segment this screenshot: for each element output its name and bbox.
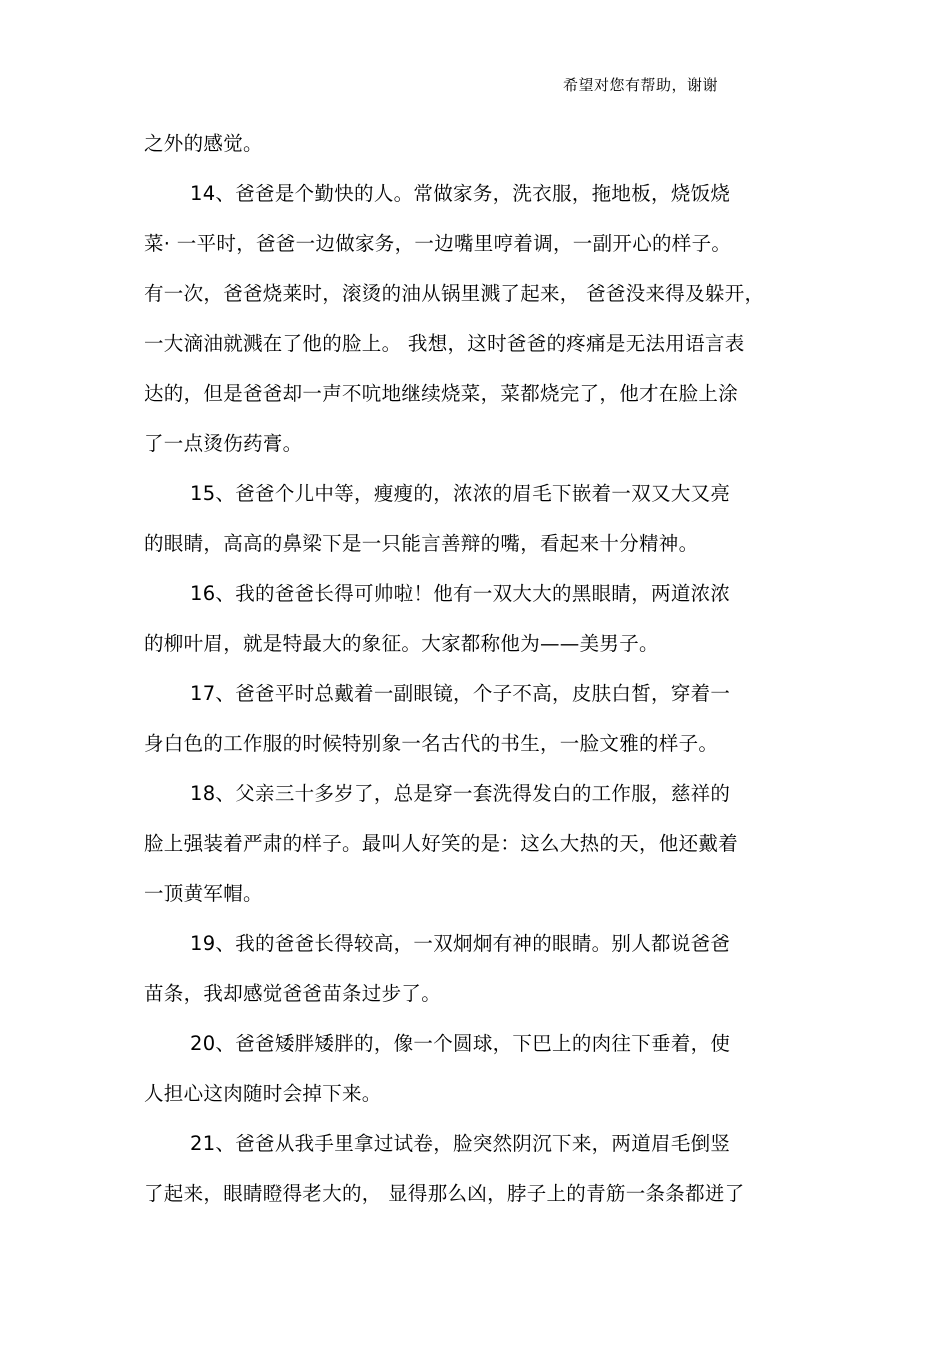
body-line: 的柳叶眉，就是特最大的象征。大家都称他为——美男子。: [144, 632, 659, 655]
body-line: 人担心这肉随时会掉下来。: [144, 1082, 382, 1105]
body-line: 了一点烫伤药膏。: [144, 432, 303, 455]
paragraph-16-line: 16、我的爸爸长得可帅啦！他有一双大大的黑眼睛，两道浓浓: [190, 582, 731, 605]
body-line: 身白色的工作服的时候特别象一名古代的书生，一脸文雅的样子。: [144, 732, 719, 755]
body-line: 一顶黄军帽。: [144, 882, 263, 905]
body-line: 达的，但是爸爸却一声不吭地继续烧菜，菜都烧完了，他才在脸上涂: [144, 382, 739, 405]
paragraph-17-line: 17、爸爸平时总戴着一副眼镜，个子不高，皮肤白皙，穿着一: [190, 682, 731, 705]
body-line: 脸上强装着严肃的样子。最叫人好笑的是：这么大热的天，他还戴着: [144, 832, 739, 855]
paragraph-14-line: 14、爸爸是个勤快的人。常做家务，洗衣服，拖地板，烧饭烧: [190, 182, 731, 205]
body-line: 苗条，我却感觉爸爸苗条过步了。: [144, 982, 442, 1005]
body-line: 的眼睛，高高的鼻梁下是一只能言善辩的嘴，看起来十分精神。: [144, 532, 699, 555]
paragraph-21-line: 21、爸爸从我手里拿过试卷，脸突然阴沉下来，两道眉毛倒竖: [190, 1132, 731, 1155]
body-line: 菜· 一平时，爸爸一边做家务，一边嘴里哼着调，一副开心的样子。: [144, 232, 732, 255]
body-line: 一大滴油就溅在了他的脸上。 我想，这时爸爸的疼痛是无法用语言表: [144, 332, 745, 355]
body-line: 之外的感觉。: [144, 132, 263, 155]
header-note: 希望对您有帮助，谢谢: [563, 76, 719, 94]
body-line: 了起来，眼睛瞪得老大的， 显得那么凶，脖子上的青筋一条条都迸了: [144, 1182, 745, 1205]
paragraph-20-line: 20、爸爸矮胖矮胖的，像一个圆球，下巴上的肉往下垂着，使: [190, 1032, 731, 1055]
paragraph-19-line: 19、我的爸爸长得较高，一双炯炯有神的眼睛。别人都说爸爸: [190, 932, 731, 955]
paragraph-18-line: 18、父亲三十多岁了，总是穿一套洗得发白的工作服，慈祥的: [190, 782, 731, 805]
body-line: 有一次，爸爸烧莱时，滚烫的油从锅里溅了起来， 爸爸没来得及躲开，: [144, 282, 765, 305]
paragraph-15-line: 15、爸爸个儿中等，瘦瘦的，浓浓的眉毛下嵌着一双又大又亮: [190, 482, 731, 505]
